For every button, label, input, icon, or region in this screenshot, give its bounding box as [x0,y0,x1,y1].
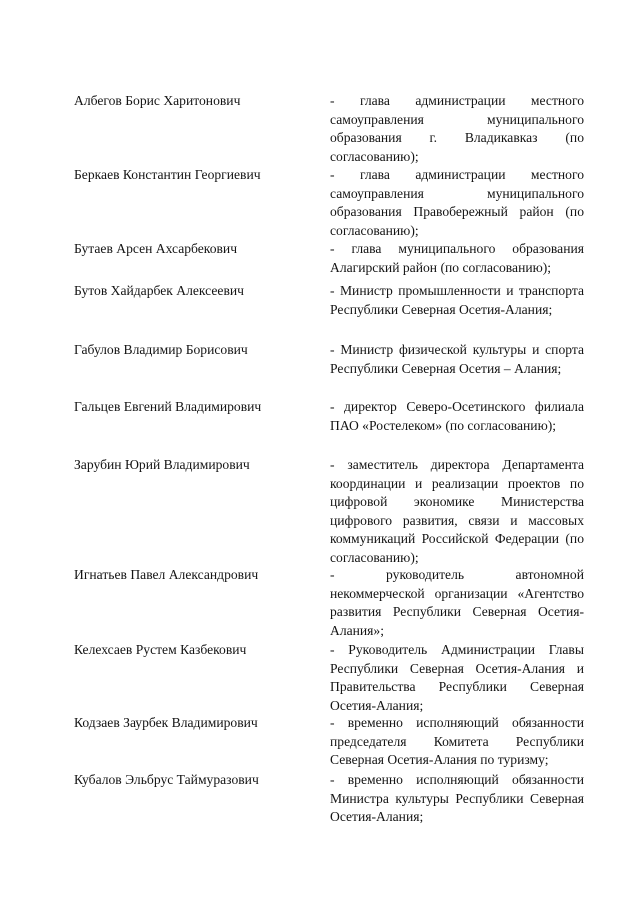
person-name: Бутаев Арсен Ахсарбекович [74,241,238,256]
position-text: - руководитель автономной некоммерческой организации «Агентство развития Республики Северная Осетия-Алания»; [330,567,584,638]
person-name: Келехсаев Рустем Казбекович [74,642,247,657]
person-name: Беркаев Константин Георгиевич [74,167,261,182]
position-text: - временно исполняющий обязанности председателя Комитета Республики Северная Осетия-Алания по туризму; [330,715,584,768]
position-text: - директор Северо-Осетинского филиала ПАО «Ростелеком» (по согласованию); [330,399,584,433]
position-text: - глава администрации местного самоуправления муниципального образования Правобережный район (по согласованию); [330,167,584,238]
position-text: - глава муниципального образования Алагирский район (по согласованию); [330,241,584,275]
person-name: Бутов Хайдарбек Алексеевич [74,283,244,298]
position-text: - заместитель директора Департамента координации и реализации проектов по цифровой экономике Министерства цифрового развития, связи и массовых коммуникаций Российской Федерации (по согласованию); [330,457,584,565]
position-text: - временно исполняющий обязанности Министра культуры Республики Северная Осетия-Алания; [330,772,584,825]
person-name: Гальцев Евгений Владимирович [74,399,262,414]
person-name: Кодзаев Заурбек Владимирович [74,715,258,730]
person-name: Габулов Владимир Борисович [74,342,248,357]
person-name: Игнатьев Павел Александрович [74,567,259,582]
person-name: Кубалов Эльбрус Таймуразович [74,772,259,787]
person-name: Зарубин Юрий Владимирович [74,457,250,472]
position-text: - Министр промышленности и транспорта Республики Северная Осетия-Алания; [330,283,584,317]
position-text: - Руководитель Администрации Главы Республики Северная Осетия-Алания и Правительства Республики Северная Осетия-Алания; [330,642,584,713]
position-text: - глава администрации местного самоуправления муниципального образования г. Владикавказ (по согласованию); [330,93,584,164]
position-text: - Министр физической культуры и спорта Республики Северная Осетия – Алания; [330,342,584,376]
person-name: Албегов Борис Харитонович [74,93,241,108]
